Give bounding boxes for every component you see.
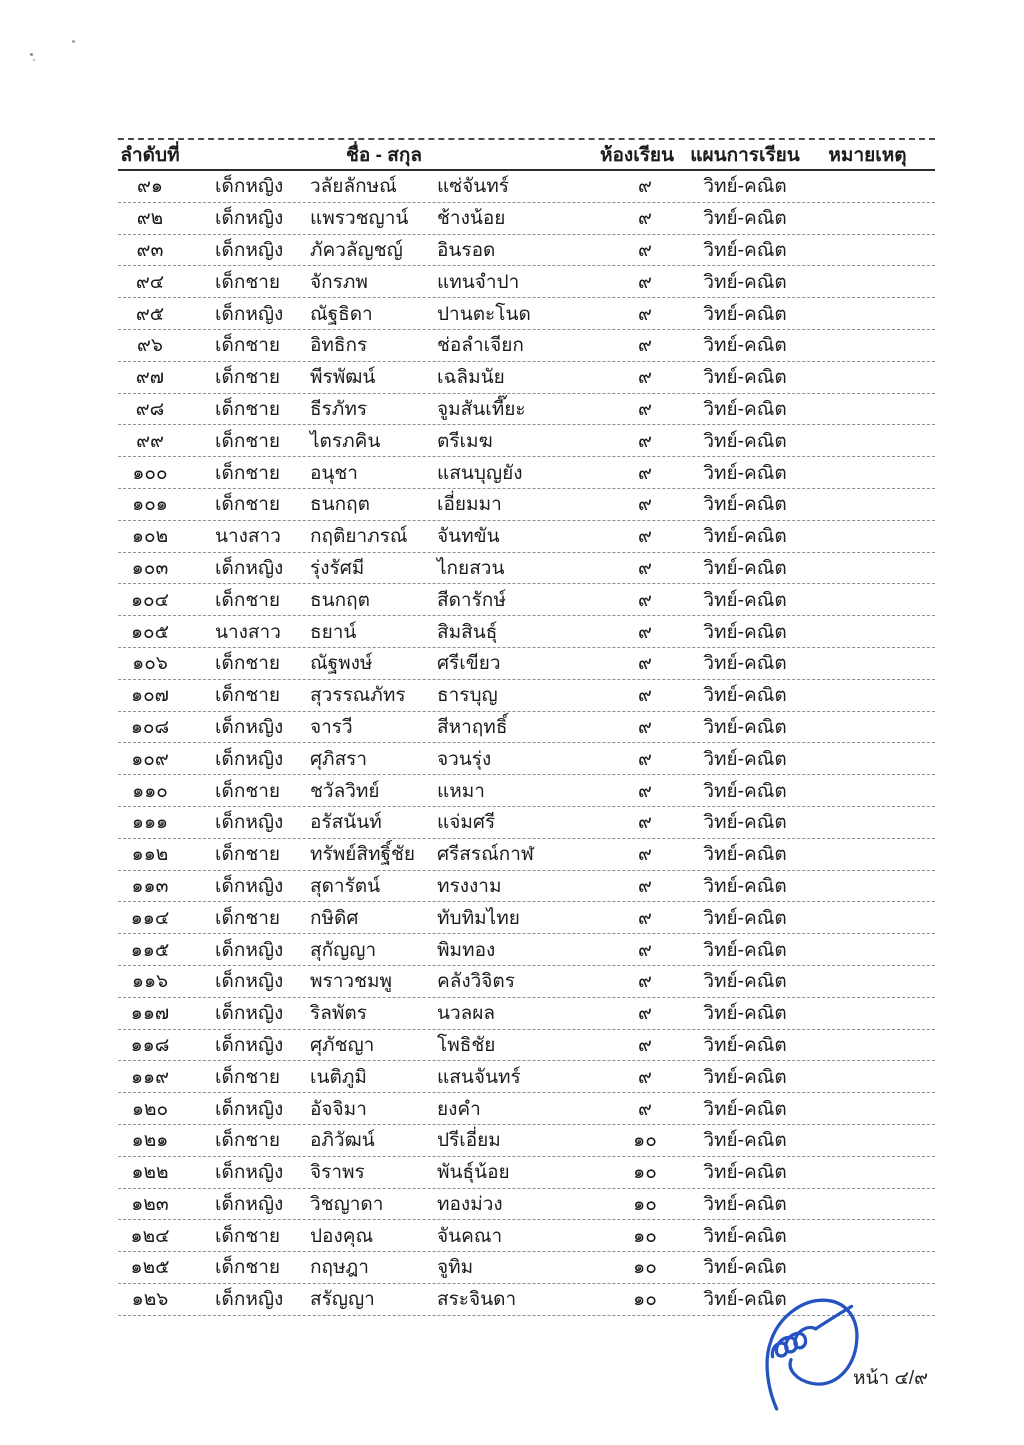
row-number: ๑๒๕ (130, 1257, 170, 1279)
first-name: ณัฐพงษ์ (310, 653, 373, 675)
row-number: ๑๑๕ (130, 939, 170, 961)
last-name: พิมทอง (437, 939, 496, 961)
plan-value: วิทย์-คณิต (703, 1066, 787, 1088)
room-value: ๙ (638, 208, 652, 230)
table-row (118, 394, 935, 426)
room-value: ๙ (638, 907, 652, 929)
table-row (118, 553, 935, 585)
table-row (118, 489, 935, 521)
student-title: นางสาว (215, 621, 281, 643)
table-row (118, 1061, 935, 1093)
student-title: เด็กหญิง (215, 1003, 284, 1025)
table-row (118, 521, 935, 553)
room-value: ๙ (638, 875, 652, 897)
table-row (118, 425, 935, 457)
row-number: ๑๐๐ (132, 462, 168, 484)
last-name: สีดารักษ์ (437, 589, 506, 611)
row-number: ๑๐๖ (132, 653, 168, 675)
first-name: ชวัลวิทย์ (310, 780, 380, 802)
table-row (118, 298, 935, 330)
last-name: แสนจันทร์ (437, 1066, 521, 1088)
student-title: เด็กหญิง (215, 971, 284, 993)
table-row (118, 871, 935, 903)
plan-value: วิทย์-คณิต (703, 494, 787, 516)
last-name: ตรีเมฆ (437, 430, 493, 452)
plan-value: วิทย์-คณิต (703, 398, 787, 420)
plan-value: วิทย์-คณิต (703, 939, 787, 961)
first-name: วลัยลักษณ์ (310, 176, 397, 198)
plan-value: วิทย์-คณิต (703, 335, 787, 357)
room-value: ๙ (638, 494, 652, 516)
first-name: ธยาน์ (310, 621, 357, 643)
room-value: ๙ (638, 1066, 652, 1088)
student-title: เด็กชาย (215, 494, 281, 516)
student-title: เด็กชาย (215, 271, 281, 293)
plan-value: วิทย์-คณิต (703, 907, 787, 929)
student-title: เด็กหญิง (215, 1098, 284, 1120)
room-value: ๙ (638, 716, 652, 738)
student-title: เด็กชาย (215, 1130, 281, 1152)
last-name: สีหาฤทธิ์ (437, 716, 508, 738)
table-row (118, 266, 935, 298)
first-name: อรัสนันท์ (310, 812, 382, 834)
table-row (118, 1125, 935, 1157)
room-value: ๙ (638, 335, 652, 357)
room-value: ๙ (638, 462, 652, 484)
table-row (118, 680, 935, 712)
last-name: แจ่มศรี (437, 812, 496, 834)
room-value: ๑๐ (633, 1130, 657, 1152)
student-title: เด็กหญิง (215, 239, 284, 261)
table-row (118, 1093, 935, 1125)
header-plan: แผนการเรียน (690, 145, 800, 166)
page-number-label: หน้า ๔/๙ (853, 1368, 929, 1389)
student-title: เด็กหญิง (215, 716, 284, 738)
plan-value: วิทย์-คณิต (703, 716, 787, 738)
row-number: ๑๑๔ (130, 907, 170, 929)
plan-value: วิทย์-คณิต (703, 748, 787, 770)
plan-value: วิทย์-คณิต (703, 430, 787, 452)
last-name: คลังวิจิตร (437, 971, 515, 993)
student-title: เด็กหญิง (215, 1034, 284, 1056)
row-number: ๙๙ (136, 430, 164, 452)
row-number: ๙๒ (136, 208, 164, 230)
first-name: รุ่งรัศมี (310, 557, 365, 579)
plan-value: วิทย์-คณิต (703, 844, 787, 866)
plan-value: วิทย์-คณิต (703, 1225, 787, 1247)
student-title: เด็กหญิง (215, 812, 284, 834)
plan-value: วิทย์-คณิต (703, 239, 787, 261)
student-title: เด็กหญิง (215, 1193, 284, 1215)
first-name: ธีรภัทร (310, 398, 368, 420)
table-row (118, 648, 935, 680)
last-name: แซ่จันทร์ (437, 176, 509, 198)
row-number: ๑๑๓ (131, 875, 169, 897)
room-value: ๙ (638, 971, 652, 993)
first-name: เนติภูมิ (310, 1066, 367, 1088)
student-title: เด็กชาย (215, 335, 281, 357)
row-number: ๑๒๓ (131, 1193, 169, 1215)
table-row (118, 966, 935, 998)
plan-value: วิทย์-คณิต (703, 1034, 787, 1056)
plan-value: วิทย์-คณิต (703, 1257, 787, 1279)
plan-value: วิทย์-คณิต (703, 208, 787, 230)
table-row (118, 839, 935, 871)
last-name: ธารบุญ (437, 685, 498, 707)
table-row (118, 362, 935, 394)
row-number: ๑๑๐ (132, 780, 168, 802)
table-row (118, 712, 935, 744)
room-value: ๙ (638, 939, 652, 961)
plan-value: วิทย์-คณิต (703, 1193, 787, 1215)
row-number: ๙๓ (136, 239, 164, 261)
plan-value: วิทย์-คณิต (703, 621, 787, 643)
table-row (118, 1189, 935, 1221)
first-name: จิราพร (310, 1162, 365, 1184)
student-title: เด็กชาย (215, 1257, 281, 1279)
student-title: เด็กชาย (215, 653, 281, 675)
first-name: สุวรรณภัทร (310, 685, 406, 707)
last-name: จวนรุ่ง (437, 748, 492, 770)
student-title: เด็กชาย (215, 462, 281, 484)
table-row (118, 743, 935, 775)
table-body (118, 171, 935, 1316)
room-value: ๙ (638, 653, 652, 675)
student-title: เด็กชาย (215, 430, 281, 452)
table-row (118, 330, 935, 362)
plan-value: วิทย์-คณิต (703, 780, 787, 802)
row-number: ๑๐๒ (131, 526, 169, 548)
plan-value: วิทย์-คณิต (703, 589, 787, 611)
plan-value: วิทย์-คณิต (703, 685, 787, 707)
last-name: จันคณา (437, 1225, 503, 1247)
first-name: สรัญญา (310, 1289, 375, 1311)
row-number: ๑๐๕ (130, 621, 170, 643)
first-name: วิชญาดา (310, 1193, 384, 1215)
first-name: ณัฐธิดา (310, 303, 373, 325)
row-number: ๑๐๘ (130, 716, 170, 738)
scan-speck (72, 40, 75, 43)
row-number: ๙๗ (135, 367, 165, 389)
first-name: ริลพัตร (310, 1003, 367, 1025)
row-number: ๑๐๙ (131, 748, 169, 770)
table-row (118, 203, 935, 235)
row-number: ๑๒๐ (131, 1098, 169, 1120)
first-name: อิทธิกร (310, 335, 368, 357)
table-row (118, 1284, 935, 1316)
room-value: ๙ (638, 239, 652, 261)
last-name: ช่อลำเจียก (437, 335, 524, 357)
first-name: กษิดิศ (310, 907, 359, 929)
plan-value: วิทย์-คณิต (703, 1130, 787, 1152)
first-name: ศุภิสรา (310, 748, 368, 770)
last-name: โพธิชัย (437, 1034, 496, 1056)
last-name: จูทิม (437, 1257, 474, 1279)
student-title: เด็กชาย (215, 844, 281, 866)
first-name: ทรัพย์สิทฐิ์ชัย (310, 844, 416, 866)
table-row (118, 584, 935, 616)
first-name: ธนกฤต (310, 589, 370, 611)
row-number: ๙๖ (137, 335, 163, 357)
last-name: นวลผล (437, 1003, 496, 1025)
row-number: ๙๘ (135, 398, 165, 420)
header-room: ห้องเรียน (600, 145, 675, 166)
last-name: แทนจำปา (437, 271, 520, 293)
first-name: จารวี (310, 716, 353, 738)
row-number: ๑๒๔ (130, 1225, 170, 1247)
room-value: ๙ (638, 812, 652, 834)
room-value: ๙ (638, 303, 652, 325)
header-name: ชื่อ - สกุล (346, 145, 422, 166)
first-name: กฤษฎา (310, 1257, 369, 1279)
plan-value: วิทย์-คณิต (703, 271, 787, 293)
last-name: ศรีเขียว (437, 653, 501, 675)
plan-value: วิทย์-คณิต (703, 526, 787, 548)
plan-value: วิทย์-คณิต (703, 971, 787, 993)
last-name: อินรอด (437, 239, 496, 261)
row-number: ๑๒๑ (131, 1130, 169, 1152)
plan-value: วิทย์-คณิต (703, 176, 787, 198)
last-name: จูมสันเที๊ยะ (437, 398, 526, 420)
row-number: ๑๐๔ (130, 589, 170, 611)
first-name: สุดารัตน์ (310, 875, 381, 897)
last-name: เอี่ยมมา (437, 494, 502, 516)
table-row (118, 171, 935, 203)
last-name: แสนบุญยัง (437, 462, 523, 484)
plan-value: วิทย์-คณิต (703, 1003, 787, 1025)
plan-value: วิทย์-คณิต (703, 653, 787, 675)
row-number: ๑๒๖ (131, 1289, 169, 1311)
plan-value: วิทย์-คณิต (703, 557, 787, 579)
scan-speck (33, 59, 35, 61)
plan-value: วิทย์-คณิต (703, 367, 787, 389)
table-row (118, 1252, 935, 1284)
table-row (118, 1220, 935, 1252)
room-value: ๙ (638, 1098, 652, 1120)
row-number: ๑๐๓ (131, 557, 169, 579)
student-title: เด็กชาย (215, 907, 281, 929)
student-title: เด็กหญิง (215, 748, 284, 770)
plan-value: วิทย์-คณิต (703, 875, 787, 897)
table-row (118, 934, 935, 966)
room-value: ๙ (638, 557, 652, 579)
first-name: จักรภพ (310, 271, 368, 293)
student-title: เด็กชาย (215, 589, 281, 611)
header-note: หมายเหตุ (828, 145, 907, 166)
last-name: แหมา (437, 780, 485, 802)
student-title: นางสาว (215, 526, 281, 548)
row-number: ๑๑๑ (131, 812, 169, 834)
student-title: เด็กหญิง (215, 208, 284, 230)
row-number: ๑๑๗ (130, 1003, 170, 1025)
room-value: ๑๐ (633, 1193, 657, 1215)
table-row (118, 235, 935, 267)
room-value: ๙ (638, 398, 652, 420)
room-value: ๙ (638, 430, 652, 452)
first-name: ปองคุณ (310, 1225, 374, 1247)
first-name: ศุภัชญา (310, 1034, 375, 1056)
room-value: ๑๐ (633, 1225, 657, 1247)
table-header-row (118, 138, 935, 171)
first-name: พีรพัฒน์ (310, 367, 376, 389)
first-name: อภิวัฒน์ (310, 1130, 375, 1152)
first-name: แพรวชญาน์ (310, 208, 409, 230)
student-title: เด็กชาย (215, 780, 281, 802)
room-value: ๑๐ (633, 1162, 657, 1184)
student-title: เด็กหญิง (215, 875, 284, 897)
room-value: ๙ (638, 621, 652, 643)
student-title: เด็กหญิง (215, 176, 284, 198)
last-name: ยงคำ (437, 1098, 481, 1120)
row-number: ๙๕ (135, 303, 165, 325)
student-title: เด็กหญิง (215, 557, 284, 579)
room-value: ๙ (638, 367, 652, 389)
last-name: สิมสินธุ์ (437, 621, 498, 643)
student-title: เด็กชาย (215, 398, 281, 420)
last-name: ทองม่วง (437, 1193, 503, 1215)
student-title: เด็กชาย (215, 685, 281, 707)
student-roster-table (118, 138, 935, 1316)
last-name: จันทขัน (437, 526, 500, 548)
row-number: ๑๐๑ (132, 494, 168, 516)
first-name: พราวชมพู (310, 971, 393, 993)
last-name: ปรีเอี่ยม (437, 1130, 501, 1152)
table-row (118, 616, 935, 648)
last-name: เฉลิมนัย (437, 367, 505, 389)
row-number: ๑๑๖ (131, 971, 169, 993)
room-value: ๙ (638, 271, 652, 293)
student-title: เด็กหญิง (215, 303, 284, 325)
room-value: ๙ (638, 526, 652, 548)
last-name: ทรงงาม (437, 875, 502, 897)
room-value: ๙ (638, 748, 652, 770)
student-title: เด็กชาย (215, 367, 281, 389)
header-index: ลำดับที่ (120, 145, 180, 166)
last-name: สระจินดา (437, 1289, 517, 1311)
first-name: กฤติยาภรณ์ (310, 526, 408, 548)
room-value: ๑๐ (633, 1289, 657, 1311)
plan-value: วิทย์-คณิต (703, 303, 787, 325)
plan-value: วิทย์-คณิต (703, 1289, 787, 1311)
table-row (118, 1157, 935, 1189)
plan-value: วิทย์-คณิต (703, 812, 787, 834)
room-value: ๑๐ (633, 1257, 657, 1279)
room-value: ๙ (638, 685, 652, 707)
last-name: ทับทิมไทย (437, 907, 520, 929)
first-name: ไตรภคิน (310, 430, 381, 452)
plan-value: วิทย์-คณิต (703, 1098, 787, 1120)
student-title: เด็กชาย (215, 1225, 281, 1247)
table-row (118, 1030, 935, 1062)
row-number: ๑๑๘ (130, 1034, 170, 1056)
student-title: เด็กหญิง (215, 939, 284, 961)
room-value: ๙ (638, 844, 652, 866)
scan-speck (30, 53, 33, 56)
row-number: ๑๑๙ (130, 1066, 170, 1088)
first-name: ภัควลัญชญ์ (310, 239, 403, 261)
first-name: สุกัญญา (310, 939, 377, 961)
signature-loop (767, 1300, 857, 1409)
table-row (118, 998, 935, 1030)
student-title: เด็กชาย (215, 1066, 281, 1088)
last-name: ไกยสวน (437, 557, 505, 579)
row-number: ๑๒๒ (131, 1162, 169, 1184)
table-row (118, 457, 935, 489)
last-name: ปานตะโนด (437, 303, 531, 325)
student-title: เด็กหญิง (215, 1162, 284, 1184)
first-name: ธนกฤต (310, 494, 370, 516)
last-name: พันธุ์น้อย (437, 1162, 510, 1184)
row-number: ๑๐๗ (131, 685, 169, 707)
plan-value: วิทย์-คณิต (703, 462, 787, 484)
row-number: ๙๔ (135, 271, 165, 293)
room-value: ๙ (638, 1003, 652, 1025)
last-name: ช้างน้อย (437, 208, 506, 230)
table-row (118, 902, 935, 934)
first-name: อัจจิมา (310, 1098, 367, 1120)
row-number: ๑๑๒ (131, 844, 169, 866)
room-value: ๙ (638, 780, 652, 802)
student-title: เด็กหญิง (215, 1289, 284, 1311)
last-name: ศรีสรณ์กาฬ (437, 844, 534, 866)
table-row (118, 807, 935, 839)
first-name: อนุชา (310, 462, 358, 484)
row-number: ๙๑ (137, 176, 163, 198)
table-row (118, 775, 935, 807)
room-value: ๙ (638, 589, 652, 611)
plan-value: วิทย์-คณิต (703, 1162, 787, 1184)
room-value: ๙ (638, 1034, 652, 1056)
room-value: ๙ (638, 176, 652, 198)
